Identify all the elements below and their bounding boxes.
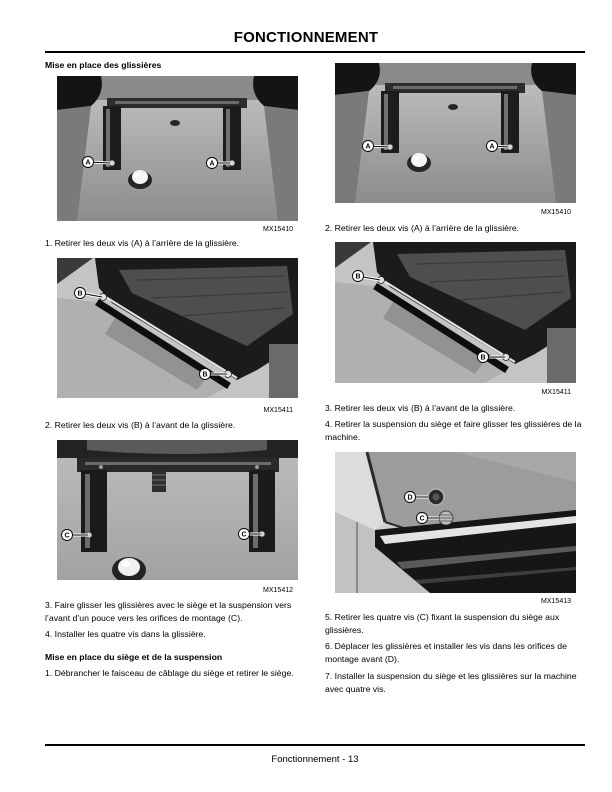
step-text: 7. Installer la suspension du siège et les glissières sur la machine avec quatre vis. xyxy=(325,671,577,694)
section-heading-slides: Mise en place des glissières xyxy=(45,60,162,70)
figure-caption: MX15413 xyxy=(541,598,571,605)
photo-rear-screws-a xyxy=(335,63,576,203)
callout-label: A xyxy=(209,160,215,168)
step-text: 1. Débrancher le faisceau de câblage du siège et retirer le siège. xyxy=(45,668,294,678)
step-text: 2. Retirer les deux vis (B) à l’avant de la glissière. xyxy=(45,420,236,430)
step-text: 6. Déplacer les glissières et installer les vis dans les orifices de montage avant (D). xyxy=(325,641,567,664)
callout-label: C xyxy=(64,532,70,540)
callout-label: A xyxy=(489,143,495,151)
callout-label: B xyxy=(202,371,208,379)
figure-caption: MX15410 xyxy=(541,209,571,216)
callout-label: B xyxy=(77,290,83,298)
figure-caption: MX15411 xyxy=(263,407,293,414)
callout-label: B xyxy=(480,354,486,362)
callout-label: B xyxy=(355,273,361,281)
callout-label: A xyxy=(85,159,91,167)
section-heading-seat: Mise en place du siège et de la suspension xyxy=(45,652,223,662)
photo-suspension-screws-c-d xyxy=(335,452,576,593)
callout-label: C xyxy=(419,515,425,523)
figure-caption: MX15410 xyxy=(263,226,293,233)
photo-mounting-holes-c xyxy=(57,440,298,580)
callout-label: A xyxy=(365,143,371,151)
step-text: 5. Retirer les quatre vis (C) fixant la suspension du siège aux glissières. xyxy=(325,612,560,635)
callout-label: C xyxy=(241,531,247,539)
figure-caption: MX15412 xyxy=(263,587,293,594)
photo-front-screws-b xyxy=(57,258,298,398)
step-text: 1. Retirer les deux vis (A) à l’arrière de la glissière. xyxy=(45,238,240,248)
step-text: 3. Faire glisser les glissières avec le siège et la suspension vers l’avant d’un pouce vers les orifices de montage (C). xyxy=(45,600,292,623)
step-text: 3. Retirer les deux vis (B) à l’avant de la glissière. xyxy=(325,403,516,413)
step-text: 4. Retirer la suspension du siège et faire glisser les glissières de la machine. xyxy=(325,419,582,442)
step-text: 4. Installer les quatre vis dans la glissière. xyxy=(45,629,206,639)
step-text: 2. Retirer les deux vis (A) à l’arrière de la glissière. xyxy=(325,223,520,233)
header-rule xyxy=(45,51,585,53)
page-title: FONCTIONNEMENT xyxy=(233,29,379,46)
figure-caption: MX15411 xyxy=(541,389,571,396)
photo-rear-screws-a xyxy=(57,76,298,221)
photo-front-screws-b xyxy=(335,242,576,383)
footer-rule xyxy=(45,744,585,746)
callout-label: D xyxy=(407,494,413,502)
page-number: Fonctionnement - 13 xyxy=(271,754,359,765)
